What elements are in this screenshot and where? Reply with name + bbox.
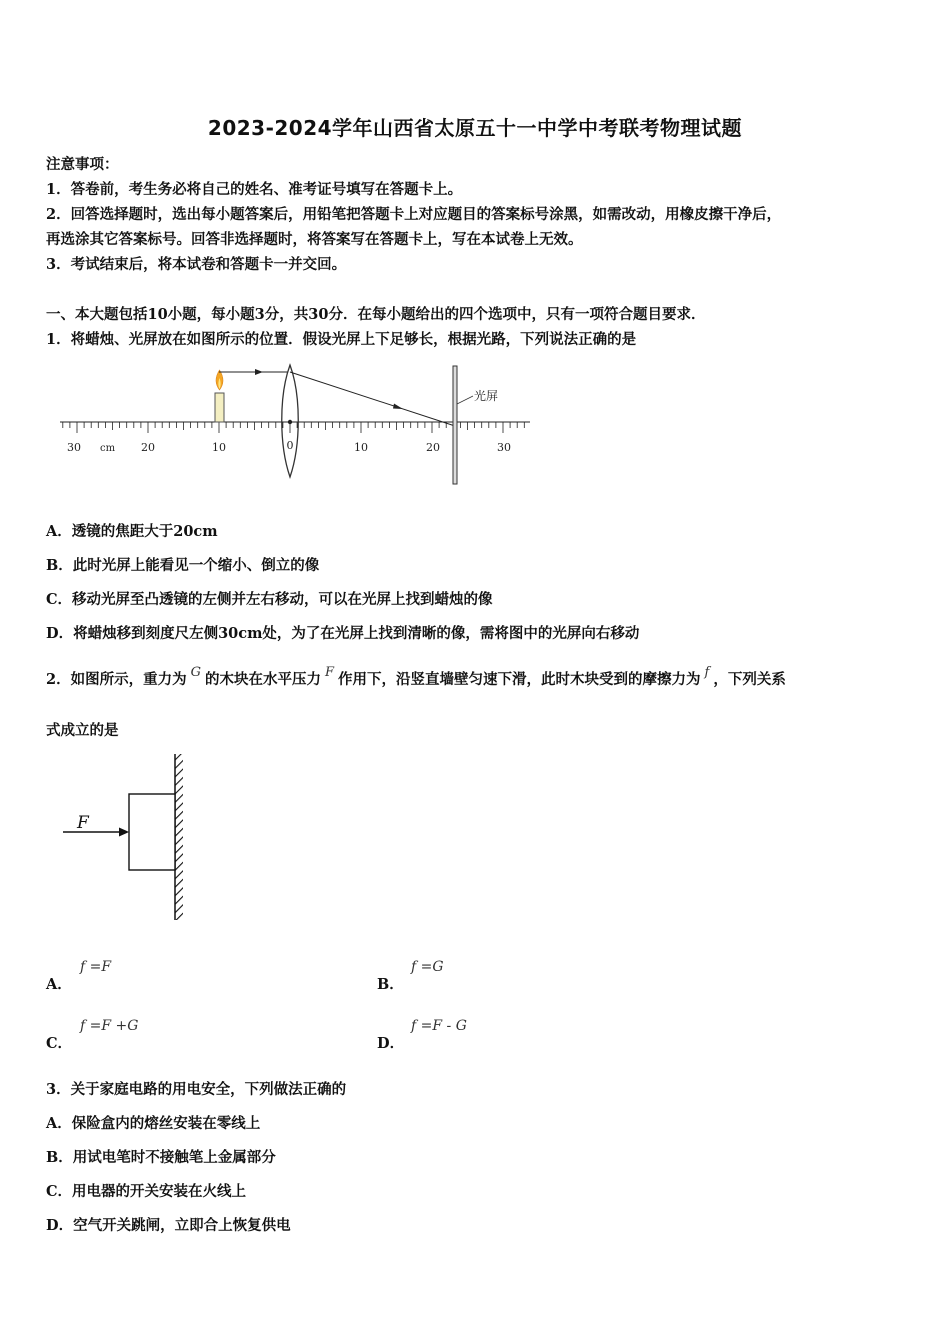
tick-label: 20 xyxy=(141,441,155,454)
notes-item: 2．回答选择题时，选出每小题答案后，用铅笔把答题卡上对应题目的答案标号涂黑，如需改动，用橡皮擦干净后， xyxy=(46,206,782,223)
q2-option-c-formula: f =F +G xyxy=(80,1018,139,1034)
tick-label: 10 xyxy=(212,441,226,454)
q3-option-d: D．空气开关跳闸，立即合上恢复供电 xyxy=(46,1217,291,1234)
q1-optics-figure xyxy=(55,360,535,490)
q2-stem-text: 2．如图所示，重力为 xyxy=(46,671,187,688)
tick-label: 10 xyxy=(354,441,368,454)
q3-option-b: B．用试电笔时不接触笔上金属部分 xyxy=(46,1149,276,1166)
notes-item: 再选涂其它答案标号。回答非选择题时，将答案写在答题卡上，写在本试卷上无效。 xyxy=(46,231,583,248)
q2-stem-line2: 式成立的是 xyxy=(46,722,119,739)
q2-stem-text: 的木块在水平压力 xyxy=(204,671,321,688)
symbol-G: G xyxy=(190,665,201,680)
q3-stem: 3．关于家庭电路的用电安全，下列做法正确的 xyxy=(46,1081,347,1098)
wall-hatching xyxy=(175,754,183,920)
force-arrow-icon xyxy=(119,828,129,837)
notes-item: 1．答卷前，考生务必将自己的姓名、准考证号填写在答题卡上。 xyxy=(46,181,463,198)
notes-item: 3．考试结束后，将本试卷和答题卡一并交回。 xyxy=(46,256,347,273)
q1-stem: 1．将蜡烛、光屏放在如图所示的位置．假设光屏上下足够长，根据光路，下列说法正确的是 xyxy=(46,331,637,348)
q2-stem-text: ，下列关系 xyxy=(713,671,786,688)
q2-option-a-label: A． xyxy=(46,976,72,993)
q2-option-b-label: B． xyxy=(377,976,404,993)
q1-option-a: A．透镜的焦距大于20cm xyxy=(46,523,218,540)
q2-option-d-label: D． xyxy=(377,1035,405,1052)
q3-option-a: A．保险盒内的熔丝安装在零线上 xyxy=(46,1115,261,1132)
q1-option-b: B．此时光屏上能看见一个缩小、倒立的像 xyxy=(46,557,320,574)
light-ray-refracted xyxy=(290,372,455,426)
light-screen xyxy=(453,366,457,484)
q2-option-a-formula: f =F xyxy=(80,959,112,975)
force-label: F xyxy=(77,813,89,833)
tick-label: 0 xyxy=(286,439,294,452)
candle-icon xyxy=(215,393,224,422)
q2-wall-figure xyxy=(55,752,195,924)
unit-label: cm xyxy=(100,443,116,454)
screen-label: 光屏 xyxy=(474,389,499,403)
ray-arrow-icon xyxy=(393,404,403,410)
page-title: 2023-2024学年山西省太原五十一中学中考联考物理试题 xyxy=(207,116,743,140)
lens-center-dot xyxy=(288,420,292,424)
q2-stem-text: 作用下，沿竖直墙壁匀速下滑，此时木块受到的摩擦力为 xyxy=(338,671,701,688)
q1-option-c: C．移动光屏至凸透镜的左侧并左右移动，可以在光屏上找到蜡烛的像 xyxy=(46,591,493,608)
tick-label: 30 xyxy=(67,441,81,454)
symbol-f: f xyxy=(704,665,710,680)
tick-label: 30 xyxy=(497,441,511,454)
screen-label-leader xyxy=(457,396,473,404)
notes-heading: 注意事项： xyxy=(46,156,119,173)
q2-stem xyxy=(46,665,786,689)
q2-option-c-label: C． xyxy=(46,1035,73,1052)
tick-label: 20 xyxy=(426,441,440,454)
q2-option-d-formula: f =F - G xyxy=(411,1018,467,1034)
wooden-block xyxy=(129,794,175,870)
symbol-F: F xyxy=(324,665,335,680)
ray-arrow-icon xyxy=(255,369,263,375)
q3-option-c: C．用电器的开关安装在火线上 xyxy=(46,1183,247,1200)
q1-option-d: D．将蜡烛移到刻度尺左侧30cm处，为了在光屏上找到清晰的像，需将图中的光屏向右移动 xyxy=(46,625,640,642)
section-heading: 一、本大题包括10小题，每小题3分，共30分．在每小题给出的四个选项中，只有一项符合题目要求． xyxy=(46,306,706,323)
q2-option-b-formula: f =G xyxy=(411,959,444,975)
